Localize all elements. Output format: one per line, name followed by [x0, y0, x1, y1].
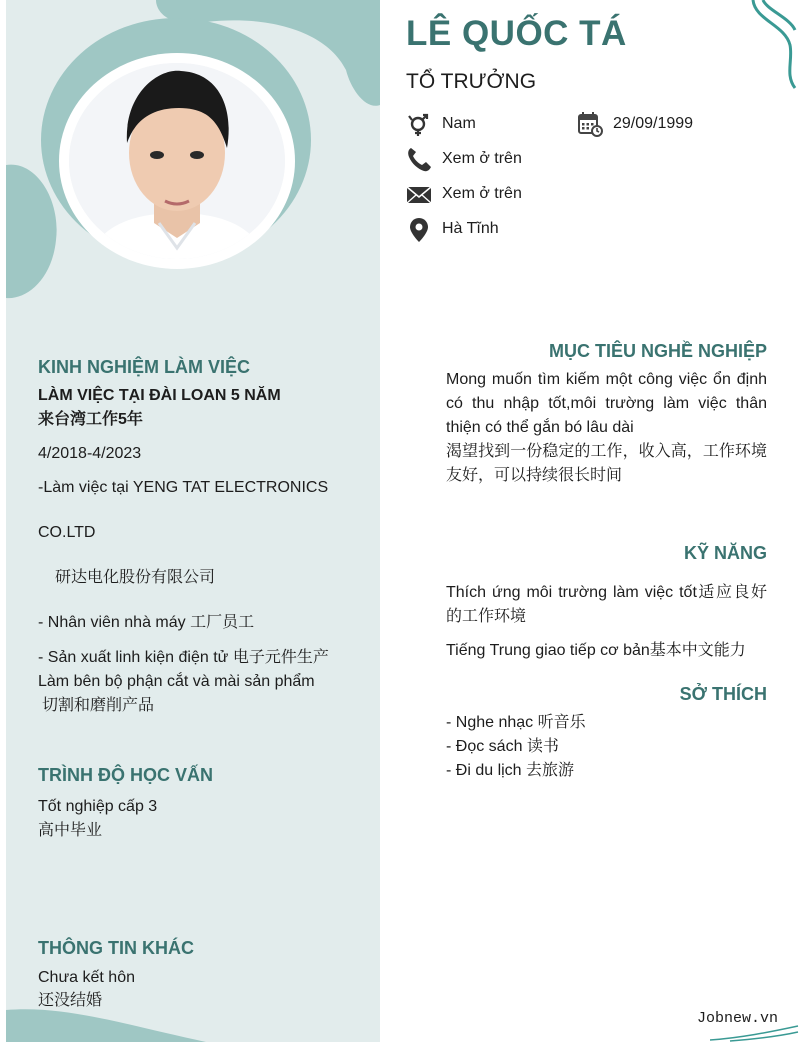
- hobby-item: - Đi du lịch 去旅游: [446, 762, 575, 779]
- skill-item: Tiếng Trung giao tiếp cơ bản基本中文能力: [446, 642, 746, 659]
- experience-company-cn: 研达电化股份有限公司: [55, 569, 216, 586]
- phone-value: Xem ở trên: [442, 150, 522, 167]
- experience-duty: - Sản xuất linh kiện điện tử 电子元件生产: [38, 649, 329, 666]
- candidate-name: LÊ QUỐC TÁ: [406, 14, 627, 53]
- brand-watermark: Jobnew.vn: [697, 1010, 779, 1027]
- experience-period: 4/2018-4/2023: [38, 445, 142, 462]
- education-title: TRÌNH ĐỘ HỌC VẤN: [38, 765, 213, 785]
- calendar-icon: [577, 111, 603, 137]
- experience-company: -Làm việc tại YENG TAT ELECTRONICS: [38, 479, 329, 496]
- skills-title: KỸ NĂNG: [683, 543, 767, 563]
- hobby-item: - Nghe nhạc 听音乐: [446, 714, 586, 731]
- education-line: 高中毕业: [38, 822, 103, 839]
- mail-icon: [406, 182, 432, 208]
- other-info-line: 还没结婚: [38, 992, 103, 1009]
- hobbies-title: SỞ THÍCH: [679, 684, 767, 704]
- avatar: [69, 63, 285, 259]
- experience-duty: Làm bên bộ phận cắt và mài sản phẩm: [38, 673, 315, 690]
- skill-item: Thích ứng môi trường làm việc tốt适应良好的工作环境: [446, 584, 767, 625]
- objective-title: MỤC TIÊU NGHỀ NGHIỆP: [548, 341, 767, 361]
- objective-text-cn: 渴望找到一份稳定的工作，收入高，工作环境友好，可以持续很长时间: [446, 443, 767, 484]
- objective-text: Mong muốn tìm kiếm một công việc ổn định có thu nhập tốt,môi trường làm việc thân thiện có thể gắn bó lâu dài: [446, 371, 767, 436]
- phone-icon: [406, 146, 432, 172]
- gender-value: Nam: [442, 115, 476, 132]
- birthdate-value: 29/09/1999: [613, 115, 694, 132]
- hobby-item: - Đọc sách 读书: [446, 738, 559, 755]
- experience-duty: 切割和磨削产品: [42, 697, 155, 714]
- footer-decoration: [710, 1022, 800, 1042]
- job-title: TỔ TRƯỞNG: [406, 70, 537, 93]
- education-line: Tốt nghiệp cấp 3: [38, 798, 158, 815]
- experience-title: KINH NGHIỆM LÀM VIỆC: [38, 357, 251, 377]
- gender-icon: [406, 111, 432, 137]
- location-icon: [406, 217, 432, 243]
- corner-decoration: [745, 0, 800, 95]
- email-value: Xem ở trên: [442, 185, 522, 202]
- experience-heading: LÀM VIỆC TẠI ĐÀI LOAN 5 NĂM: [38, 387, 281, 404]
- experience-position: - Nhân viên nhà máy 工厂员工: [38, 614, 255, 631]
- other-info-line: Chưa kết hôn: [38, 969, 135, 986]
- experience-heading-cn: 来台湾工作5年: [38, 411, 143, 428]
- other-info-title: THÔNG TIN KHÁC: [38, 938, 194, 958]
- address-value: Hà Tĩnh: [442, 220, 499, 237]
- experience-company-suffix: CO.LTD: [38, 524, 96, 541]
